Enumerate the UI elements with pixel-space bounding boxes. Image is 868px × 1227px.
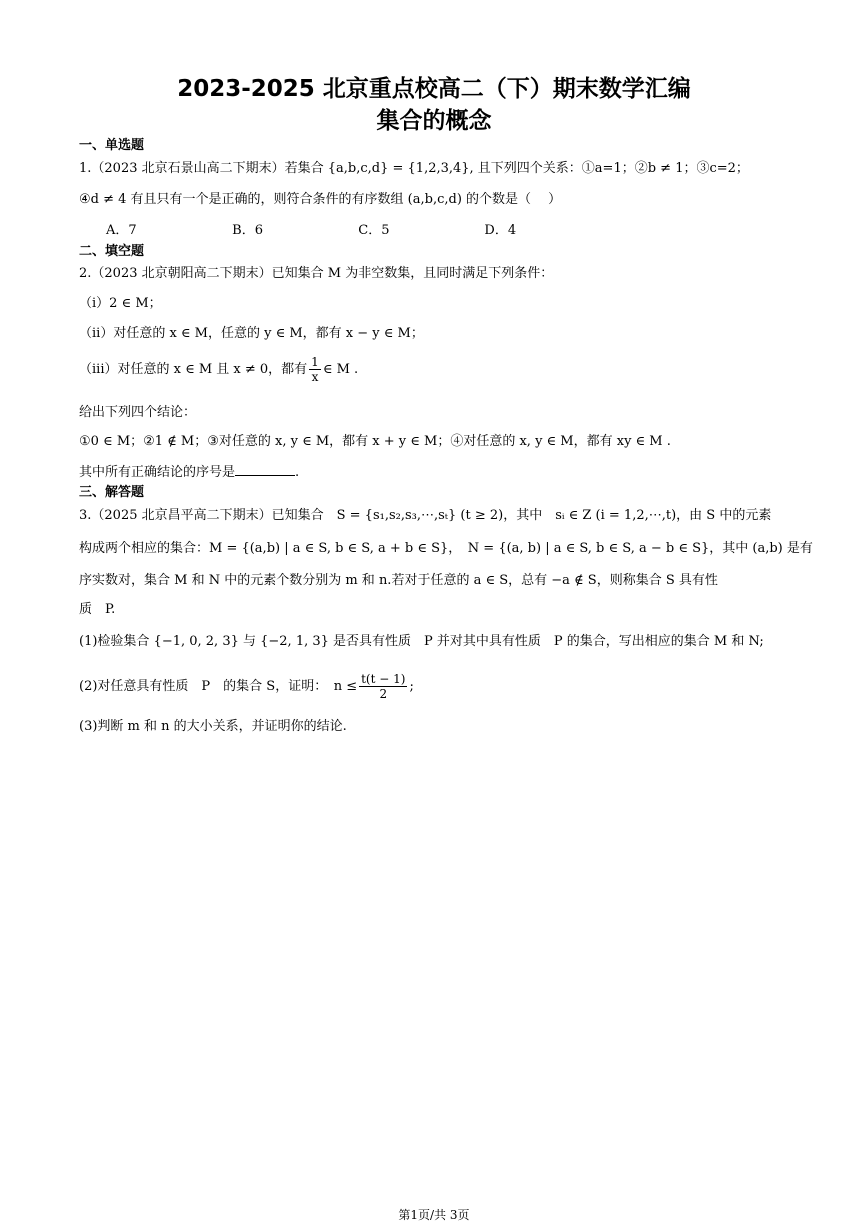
q3-part2 <box>79 672 414 701</box>
section-heading-solution: 三、解答题 <box>79 485 145 500</box>
q3-line4: 质 P. <box>79 602 116 617</box>
q2-fraction-numerator: 1 <box>311 355 319 369</box>
q2-conclusions: ①0 ∈ M；②1 ∉ M；③对任意的 x, y ∈ M，都有 x + y ∈ M；④对任意的 x, y ∈ M，都有 xy ∈ M . <box>79 434 671 449</box>
q3-line3: 序实数对，集合 M 和 N 中的元素个数分别为 m 和 n.若对于任意的 a ∈ S，总有 −a ∉ S，则称集合 S 具有性 <box>79 573 718 588</box>
q1-option-b: B．6 <box>232 223 263 238</box>
q2-answer-blank <box>235 463 295 476</box>
q2-ask-text: 其中所有正确结论的序号是 <box>79 465 236 480</box>
q2-ask-end: . <box>295 465 300 480</box>
document-title: 2023-2025 北京重点校高二（下）期末数学汇编 <box>177 76 691 102</box>
q3-part2-text: (2)对任意具有性质 P 的集合 S，证明： n ≤ <box>79 679 358 694</box>
page-footer: 第1页/共 3页 <box>398 1208 470 1222</box>
q3-fraction <box>359 672 407 701</box>
q3-part1: (1)检验集合 {−1, 0, 2, 3} 与 {−2, 1, 3} 是否具有性质 P 并对其中具有性质 P 的集合，写出相应的集合 M 和 N; <box>79 634 764 649</box>
q1-option-d: D．4 <box>484 223 517 238</box>
q1-line2: ④d ≠ 4 有且只有一个是正确的，则符合条件的有序数组 (a,b,c,d) 的个数是（ ） <box>79 192 562 207</box>
q1-option-a: A．7 <box>106 223 137 238</box>
q2-ask <box>79 463 299 482</box>
q2-give-conclusions: 给出下列四个结论： <box>79 405 197 420</box>
q2-line1: 2.（2023 北京朝阳高二下期末）已知集合 M 为非空数集，且同时满足下列条件： <box>79 266 554 281</box>
document-subtitle: 集合的概念 <box>376 108 492 134</box>
q1-options <box>106 222 606 240</box>
q3-fraction-denominator: 2 <box>379 687 388 701</box>
q2-condition-1: （i）2 ∈ M； <box>79 296 162 311</box>
q3-line2: 构成两个相应的集合：M = {(a,b) | a ∈ S, b ∈ S, a + b ∈ S}， N = {(a, b) | a ∈ S, b ∈ S, a − b ∈ S}，其中 (a,b) 是有 <box>79 541 813 556</box>
q3-part2-end: ; <box>409 679 414 694</box>
q1-option-c: C．5 <box>358 223 390 238</box>
q3-fraction-numerator: t(t − 1) <box>361 672 406 686</box>
q3-part3: (3)判断 m 和 n 的大小关系，并证明你的结论. <box>79 719 347 734</box>
q2-fraction-denominator: x <box>311 370 319 384</box>
q2-cond3-end: ∈ M . <box>322 362 359 377</box>
q2-condition-2: （ii）对任意的 x ∈ M，任意的 y ∈ M，都有 x − y ∈ M； <box>79 326 424 341</box>
q1-line1: 1.（2023 北京石景山高二下期末）若集合 {a,b,c,d} = {1,2,3,4}, 且下列四个关系：①a=1；②b ≠ 1；③c=2； <box>79 161 749 176</box>
q2-fraction <box>309 355 321 384</box>
q3-line1: 3.（2025 北京昌平高二下期末）已知集合 S = {s₁,s₂,s₃,⋯,sₜ} (t ≥ 2)，其中 sᵢ ∈ Z (i = 1,2,⋯,t)，由 S 中的元素 <box>79 508 772 523</box>
section-heading-fill-blank: 二、填空题 <box>79 244 145 259</box>
section-heading-single-choice: 一、单选题 <box>79 138 145 153</box>
q2-condition-3 <box>79 355 358 384</box>
q2-cond3-text: （iii）对任意的 x ∈ M 且 x ≠ 0，都有 <box>79 362 308 377</box>
